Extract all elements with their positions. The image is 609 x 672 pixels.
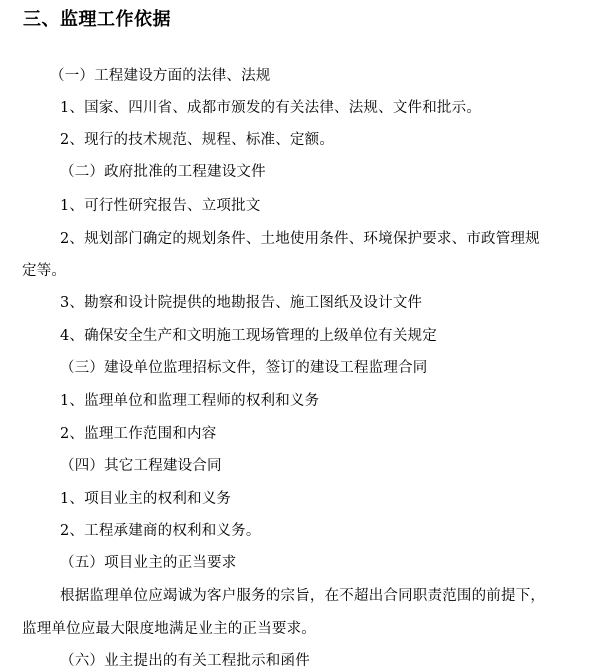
list-item: 2、工程承建商的权利和义务。 bbox=[60, 523, 261, 539]
list-item: 2、规划部门确定的规划条件、土地使用条件、环境保护要求、市政管理规 bbox=[60, 231, 540, 247]
list-item: 1、监理单位和监理工程师的权利和义务 bbox=[60, 393, 320, 409]
paragraph-line-continuation: 监理单位应最大限度地满足业主的正当要求。 bbox=[22, 621, 316, 637]
list-item-continuation: 定等。 bbox=[22, 263, 67, 279]
subsection-2-heading: （二）政府批准的工程建设文件 bbox=[60, 164, 266, 180]
subsection-5-heading: （五）项目业主的正当要求 bbox=[60, 555, 237, 571]
list-item: 1、可行性研究报告、立项批文 bbox=[60, 198, 261, 214]
section-heading: 三、监理工作依据 bbox=[23, 9, 171, 30]
list-item: 2、现行的技术规范、规程、标准、定额。 bbox=[60, 132, 335, 148]
subsection-6-heading: （六）业主提出的有关工程批示和函件 bbox=[60, 653, 310, 669]
list-item: 2、监理工作范围和内容 bbox=[60, 426, 217, 442]
subsection-3-heading: （三）建设单位监理招标文件，签订的建设工程监理合同 bbox=[60, 360, 428, 376]
subsection-1-heading: （一）工程建设方面的法律、法规 bbox=[50, 68, 271, 84]
list-item: 1、项目业主的权利和义务 bbox=[60, 491, 232, 507]
list-item: 4、确保安全生产和文明施工现场管理的上级单位有关规定 bbox=[60, 328, 437, 344]
subsection-4-heading: （四）其它工程建设合同 bbox=[60, 458, 222, 474]
list-item: 3、勘察和设计院提供的地勘报告、施工图纸及设计文件 bbox=[60, 295, 423, 311]
list-item: 1、国家、四川省、成都市颁发的有关法律、法规、文件和批示。 bbox=[60, 100, 482, 116]
paragraph-line: 根据监理单位应竭诚为客户服务的宗旨，在不超出合同职责范围的前提下， bbox=[60, 588, 546, 604]
